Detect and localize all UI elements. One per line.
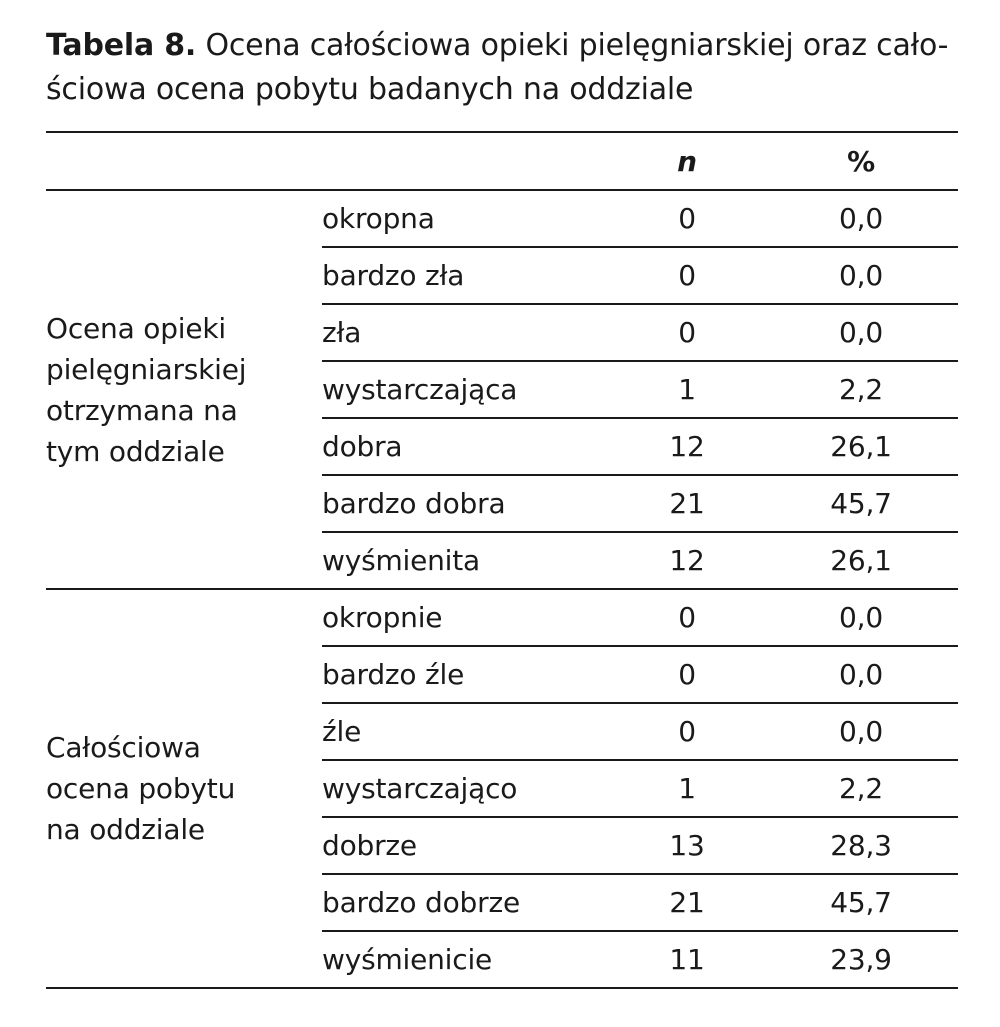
percent-cell: 0,0 [764, 589, 958, 646]
group-label-line: otrzymana na [46, 393, 238, 427]
group-label [46, 589, 322, 988]
category-cell: wystarczająca [322, 361, 610, 418]
percent-cell: 45,7 [764, 874, 958, 931]
percent-cell: 2,2 [764, 361, 958, 418]
group-label-line: pielęgniarskiej [46, 352, 247, 386]
n-cell: 0 [610, 304, 764, 361]
caption-text-1: Ocena całościowa opieki pielęgniarskiej oraz cało- [205, 28, 949, 63]
n-cell: 0 [610, 646, 764, 703]
caption-label: Tabela 8. [46, 28, 197, 63]
table-row [46, 589, 958, 646]
percent-cell: 2,2 [764, 760, 958, 817]
category-cell: bardzo dobra [322, 475, 610, 532]
percent-cell: 26,1 [764, 532, 958, 589]
category-cell: wyśmienita [322, 532, 610, 589]
category-cell: wystarczająco [322, 760, 610, 817]
caption-line-1 [46, 24, 956, 68]
category-cell: dobra [322, 418, 610, 475]
percent-cell: 28,3 [764, 817, 958, 874]
group-label-line: na oddziale [46, 813, 205, 846]
group-label [46, 190, 322, 589]
n-cell: 12 [610, 418, 764, 475]
n-cell: 0 [610, 247, 764, 304]
caption-line-2: ściowa ocena pobytu badanych na oddziale [46, 72, 694, 107]
group-label-line: tym oddziale [46, 434, 225, 468]
category-cell: okropnie [322, 589, 610, 646]
header-row [46, 132, 958, 190]
group-label-line: Całościowa [46, 731, 201, 764]
table-row [46, 190, 958, 247]
n-cell: 12 [610, 532, 764, 589]
percent-cell: 0,0 [764, 247, 958, 304]
table-caption [46, 24, 956, 112]
percent-cell: 0,0 [764, 190, 958, 247]
group-label-line: Ocena opieki [46, 311, 226, 345]
n-cell: 13 [610, 817, 764, 874]
n-cell: 0 [610, 190, 764, 247]
category-cell: bardzo zła [322, 247, 610, 304]
table-body [46, 132, 958, 988]
n-cell: 0 [610, 703, 764, 760]
category-cell: wyśmienicie [322, 931, 610, 988]
category-cell: okropna [322, 190, 610, 247]
header-cell-n: n [610, 132, 764, 190]
group-label-line: ocena pobytu [46, 772, 236, 805]
category-cell: bardzo źle [322, 646, 610, 703]
percent-cell: 0,0 [764, 703, 958, 760]
results-table [46, 131, 958, 989]
n-cell: 21 [610, 874, 764, 931]
category-cell: zła [322, 304, 610, 361]
percent-cell: 45,7 [764, 475, 958, 532]
header-cell-group [46, 132, 322, 190]
category-cell: dobrze [322, 817, 610, 874]
percent-cell: 0,0 [764, 304, 958, 361]
percent-cell: 26,1 [764, 418, 958, 475]
header-cell-percent: % [764, 132, 958, 190]
percent-cell: 23,9 [764, 931, 958, 988]
n-cell: 11 [610, 931, 764, 988]
n-cell: 1 [610, 760, 764, 817]
category-cell: źle [322, 703, 610, 760]
header-cell-category [322, 132, 610, 190]
percent-cell: 0,0 [764, 646, 958, 703]
n-cell: 1 [610, 361, 764, 418]
n-cell: 0 [610, 589, 764, 646]
n-cell: 21 [610, 475, 764, 532]
category-cell: bardzo dobrze [322, 874, 610, 931]
